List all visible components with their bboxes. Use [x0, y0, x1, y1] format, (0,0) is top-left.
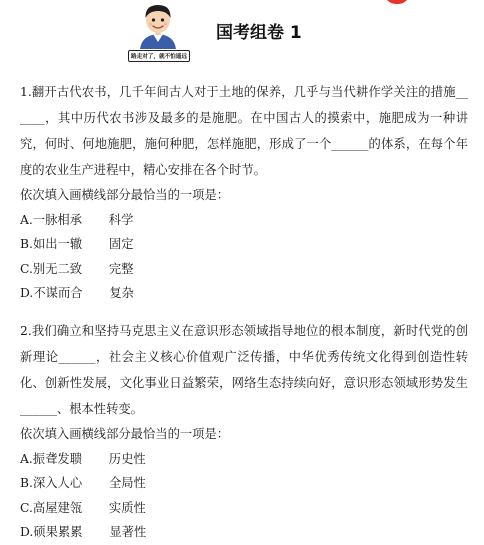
- option-text: 深入人心: [32, 476, 83, 490]
- option-word: 完整: [108, 261, 134, 276]
- option-c[interactable]: [20, 257, 468, 282]
- option-d[interactable]: [20, 281, 468, 306]
- option-d[interactable]: [20, 520, 468, 545]
- option-text: 硕果累累: [33, 525, 83, 539]
- question-stem: 1.翻开古代农书，几千年间古人对于土地的保养，几乎与当代耕作学关注的措施______，其中历代农书涉及最多的是施肥。在中国古人的摸索中，施肥成为一种讲究，何时、何地施肥，施何种肥，怎样施肥，形成了一个______的体系，在每个年度的农业生产进程中，精心安排在各个时节。: [20, 85, 468, 177]
- option-word: 固定: [108, 237, 134, 251]
- option-word: 显著性: [109, 525, 147, 539]
- option-word: 科学: [108, 212, 134, 227]
- teacher-avatar-icon: [136, 1, 180, 49]
- option-label: C.: [20, 500, 33, 515]
- option-a[interactable]: [20, 208, 468, 233]
- corner-decoration: [384, 0, 410, 4]
- option-label: A.: [20, 212, 33, 227]
- question-prompt: 依次填入画横线部分最恰当的一项是：: [20, 427, 230, 441]
- question-1: [20, 79, 468, 306]
- option-text: 不谋而合: [33, 286, 83, 300]
- option-text: 振聋发聩: [32, 451, 82, 466]
- option-text: 一脉相承: [32, 212, 82, 227]
- option-text: 高屋建瓴: [32, 500, 83, 515]
- option-word: 全局性: [108, 476, 146, 490]
- option-text: 别无二致: [32, 261, 83, 276]
- option-label: C.: [20, 261, 33, 276]
- option-text: 如出一辙: [32, 237, 83, 251]
- option-label: D.: [20, 525, 34, 539]
- question-prompt: 依次填入画横线部分最恰当的一项是：: [20, 188, 230, 202]
- option-a[interactable]: [20, 447, 468, 472]
- option-word: 实质性: [108, 500, 146, 515]
- option-label: B.: [20, 237, 33, 251]
- page-title: 国考组卷 1: [216, 23, 302, 43]
- option-label: A.: [20, 451, 33, 466]
- question-2: [20, 318, 468, 545]
- option-label: D.: [20, 286, 34, 300]
- option-label: B.: [20, 476, 33, 490]
- slogan-banner: 路走对了，就不怕遥远: [128, 50, 190, 62]
- header-logo: [128, 1, 190, 63]
- question-stem: 2.我们确立和坚持马克思主义在意识形态领域指导地位的根本制度，新时代党的创新理论______，社会主义核心价值观广泛传播，中华优秀传统文化得到创造性转化、创新性发展，文化事业日益繁荣，网络生态持续向好，意识形态领域形势发生______、根本性转变。: [20, 324, 468, 416]
- option-c[interactable]: [20, 496, 468, 521]
- option-b[interactable]: [20, 471, 468, 496]
- option-word: 复杂: [109, 286, 134, 300]
- option-b[interactable]: [20, 232, 468, 257]
- option-word: 历史性: [108, 451, 146, 466]
